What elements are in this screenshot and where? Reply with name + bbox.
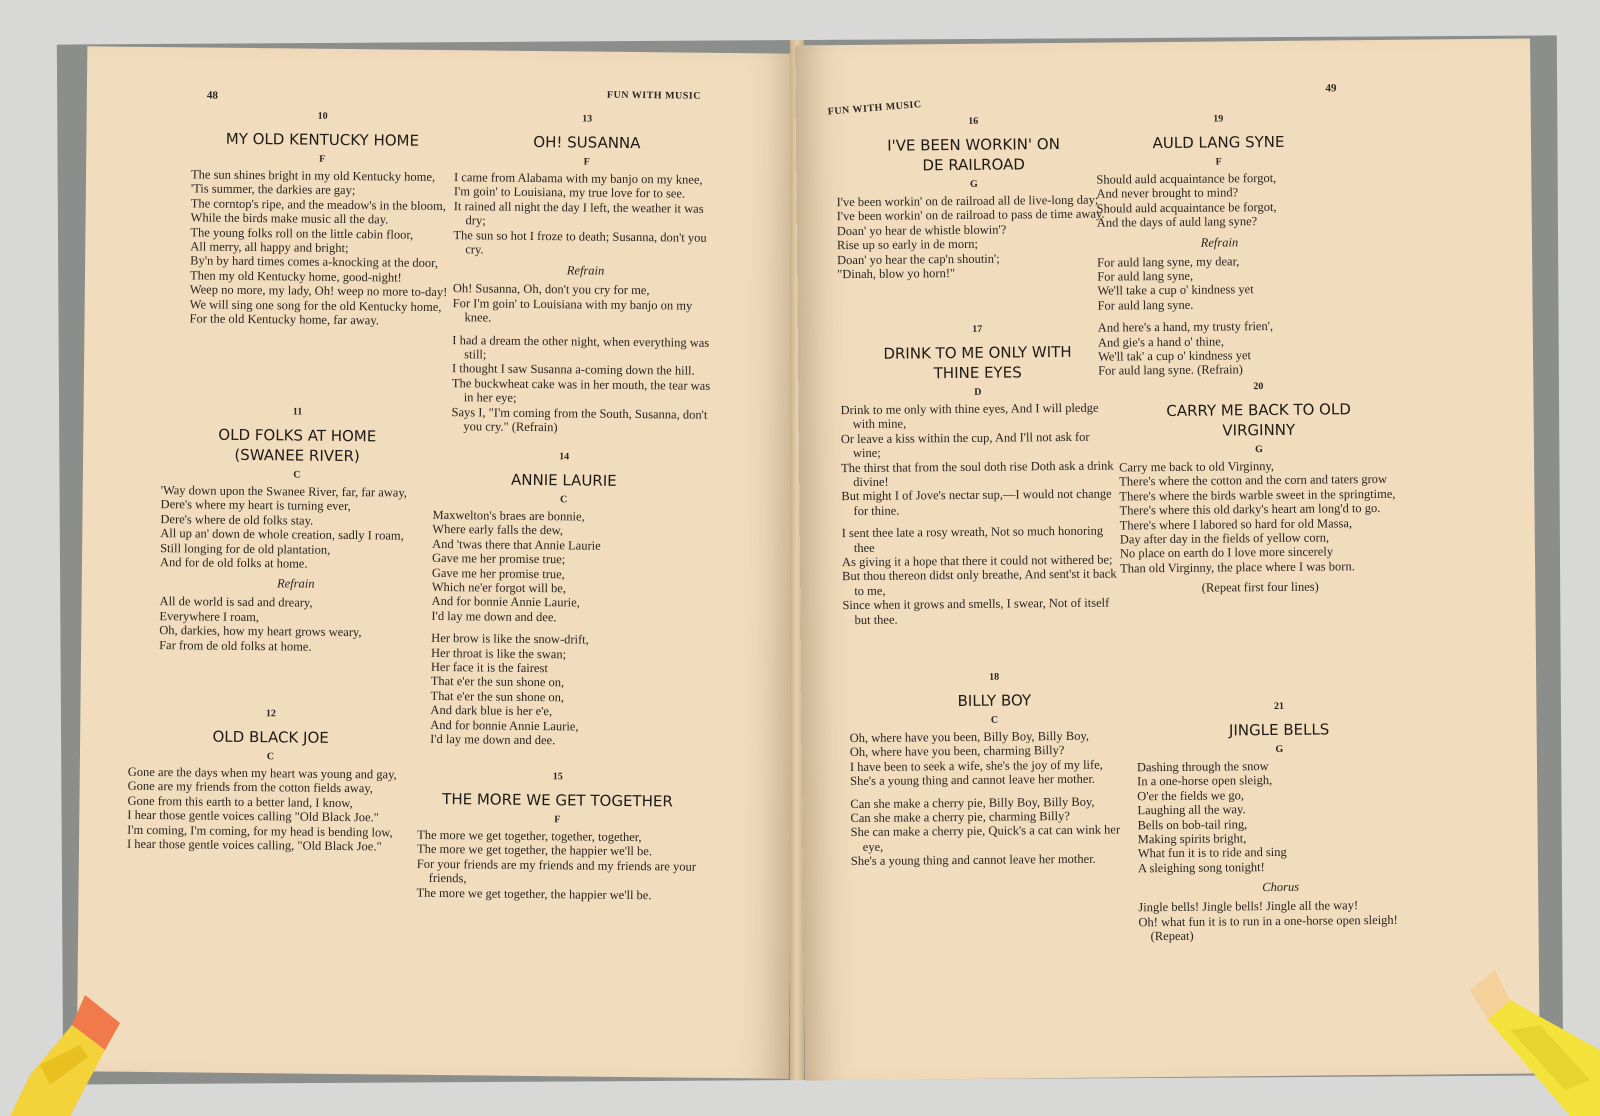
lyric-line: And 'twas there that Annie Laurie xyxy=(432,536,601,553)
lyric-line: For I'm goin' to Louisiana with my banjo on my knee. xyxy=(452,295,693,325)
lyric-line: Jingle bells! Jingle bells! Jingle all the way! xyxy=(1138,898,1359,915)
song-lines xyxy=(1119,458,1400,576)
refrain-label: Refrain xyxy=(1200,234,1239,250)
lyric-line: The buckwheat cake was in her mouth, the tear was in her eye; xyxy=(451,376,711,406)
lyric-line: The more we get together, the happier we'll be. xyxy=(416,885,652,902)
lyric-line: The thirst that from the soul doth rise Doth ask a drink divine! xyxy=(841,458,1114,490)
song-13 xyxy=(451,112,719,436)
song-19 xyxy=(1096,112,1344,378)
running-head: FUN WITH MUSIC xyxy=(606,89,702,102)
lyric-line: And never brought to mind? xyxy=(1096,185,1239,202)
lyric-line: Doan' yo hear de whistle blowin'? xyxy=(836,222,1007,238)
song-15 xyxy=(416,770,697,903)
song-key: G xyxy=(969,178,978,190)
lyric-line: There's where I labored so hard for old Massa, xyxy=(1119,515,1353,533)
song-lines xyxy=(431,508,694,626)
song-17 xyxy=(840,322,1118,627)
lyric-line: Oh! Susanna, Oh, don't you cry for me, xyxy=(452,281,650,298)
lyric-line: Which ne'er forgot will be, xyxy=(431,579,567,596)
song-key: C xyxy=(559,494,568,506)
lyric-line: The more we get together, the happier we'll be. xyxy=(416,842,653,859)
song-lines xyxy=(127,765,413,854)
song-title: OLD BLACK JOE xyxy=(212,727,329,747)
lyric-line: Rise up so early in de morn; xyxy=(836,237,978,253)
left-page xyxy=(77,46,800,1078)
lyric-line: "Dinah, blow yo horn!" xyxy=(837,266,956,282)
lyric-line: No place on earth do I love more sincerely xyxy=(1119,544,1334,561)
refrain-label: Refrain xyxy=(276,576,315,592)
lyric-line: 'Way down upon the Swanee River, far, far away, xyxy=(160,483,408,500)
lyric-line: Dere's where my heart is turning ever, xyxy=(160,497,351,514)
refrain-label: Chorus xyxy=(1262,880,1300,895)
lyric-line: All merry, all happy and bright; xyxy=(190,239,349,256)
song-number: 11 xyxy=(292,406,303,418)
lyric-line: Still longing for de old plantation, xyxy=(160,540,331,557)
lyric-line: Gave me her promise true; xyxy=(431,551,566,567)
lyric-line: I'm goin' to Louisiana, my true love for to see. xyxy=(453,184,686,201)
lyric-line: And dark blue is her e'e, xyxy=(430,703,553,719)
lyric-line: Doan' yo hear the cap'n shoutin'; xyxy=(837,251,1000,267)
song-number: 16 xyxy=(968,115,979,127)
song-lines-2 xyxy=(842,524,1118,627)
song-title: ANNIE LAURIE xyxy=(510,470,617,490)
song-10 xyxy=(189,109,453,328)
lyric-line: What fun it is to ride and sing xyxy=(1137,845,1287,861)
song-number: 14 xyxy=(559,451,570,463)
lyric-line: And for de old folks at home. xyxy=(159,555,308,571)
refrain-lines xyxy=(159,595,432,655)
song-20 xyxy=(1118,380,1400,601)
lyric-line: A sleighing song tonight! xyxy=(1137,859,1265,876)
song-title: I'VE BEEN WORKIN' ON DE RAILROAD xyxy=(887,135,1060,175)
song-title: DRINK TO ME ONLY WITH THINE EYES xyxy=(883,342,1072,383)
song-lines-2 xyxy=(430,631,693,749)
song-lines xyxy=(453,170,719,259)
song-number: 19 xyxy=(1213,113,1224,125)
lyric-line: But thou thereon didst only breathe, And sent'st it back to me, xyxy=(842,566,1117,598)
lyric-line: Far from de old folks at home. xyxy=(159,637,312,654)
lyric-line: And the days of auld lang syne? xyxy=(1096,214,1258,230)
song-title: AULD LANG SYNE xyxy=(1152,132,1285,153)
lyric-line: Her throat is like the swan; xyxy=(430,645,567,662)
song-number: 12 xyxy=(265,708,276,720)
lyric-line: I sent thee late a rosy wreath, Not so much honoring thee xyxy=(841,523,1104,555)
song-key: F xyxy=(319,153,326,165)
lyric-line: And for bonnie Annie Laurie, xyxy=(431,594,580,610)
lyric-line: Her brow is like the snow-drift, xyxy=(431,631,589,647)
lyric-line: That e'er the sun shone on, xyxy=(430,688,565,705)
lyric-line: Day after day in the fields of yellow corn, xyxy=(1119,530,1330,547)
song-number: 20 xyxy=(1253,381,1264,393)
lyric-line: Oh, where have you been, charming Billy? xyxy=(849,743,1065,760)
lyric-line: The young folks roll on the little cabin floor, xyxy=(190,225,414,242)
lyric-line: But might I of Jove's nectar sup,—I would not change for thine. xyxy=(841,486,1112,518)
lyric-line: The sun shines bright in my old Kentucky home, xyxy=(190,167,436,184)
lyric-line: As giving it a hope that there it could not withered be; xyxy=(841,552,1113,570)
song-16 xyxy=(836,115,1113,282)
lyric-line: There's where the birds warble sweet in the springtime, xyxy=(1119,486,1396,504)
lyric-line: Or leave a kiss within the cup, And I'll not ask for wine; xyxy=(840,429,1090,461)
lyric-line: We'll take a cup o' kindness yet xyxy=(1097,282,1254,299)
lyric-line: Than old Virginny, the place where I was born. xyxy=(1120,559,1355,576)
song-key: C xyxy=(990,714,999,726)
lyric-line: That e'er the sun shone on, xyxy=(430,674,565,690)
song-number: 18 xyxy=(989,671,1000,683)
lyric-line: Maxwelton's braes are bonnie, xyxy=(432,507,585,524)
song-title: THE MORE WE GET TOGETHER xyxy=(442,790,673,811)
song-lines xyxy=(1137,758,1423,876)
lyric-line: Gone are the days when my heart was young and gay, xyxy=(127,764,397,782)
lyric-line: While the birds make music all the day. xyxy=(190,210,389,227)
song-number: 21 xyxy=(1273,700,1284,712)
lyric-line: Gave me her promise true, xyxy=(431,565,565,581)
lyric-line: We'll tak' a cup o' kindness yet xyxy=(1097,348,1252,364)
lyric-line: Everywhere I roam, xyxy=(159,608,260,624)
lyric-line: By'n by hard times comes a-knocking at the door, xyxy=(190,253,439,271)
lyric-line: Can she make a cherry pie, charming Billy? xyxy=(850,808,1070,826)
song-title: JINGLE BELLS xyxy=(1228,720,1330,740)
song-12 xyxy=(127,707,413,854)
song-lines xyxy=(1096,170,1342,230)
lyric-line: Since when it grows and smells, I swear, Not of itself but thee. xyxy=(842,595,1110,627)
lyric-line: All up an' down de whole creation, sadly I roam, xyxy=(160,526,404,543)
song-number: 10 xyxy=(317,110,328,122)
song-key: F xyxy=(554,814,561,826)
lyric-line: She's a young thing and cannot leave her mother. xyxy=(850,771,1096,789)
refrain-label: Refrain xyxy=(566,263,605,279)
lyric-line: Should auld acquaintance be forgot, xyxy=(1096,170,1277,187)
song-lines xyxy=(850,728,1141,788)
song-key: F xyxy=(583,156,590,168)
song-number: 13 xyxy=(582,113,593,125)
right-page xyxy=(795,38,1540,1080)
lyric-line: Making spirits bright, xyxy=(1137,831,1247,847)
lyric-line: The sun so hot I froze to death; Susanna, don't you cry. xyxy=(453,227,707,257)
lyric-line: There's where the cotton and the corn and taters grow xyxy=(1119,472,1388,489)
song-21 xyxy=(1136,700,1423,944)
song-lines-2 xyxy=(850,794,1141,869)
lyric-line: Bells on bob-tail ring, xyxy=(1137,816,1248,832)
lyric-line: And for bonnie Annie Laurie, xyxy=(430,717,579,734)
lyric-line: Her face it is the fairest xyxy=(430,659,548,676)
lyric-line: Oh, darkies, how my heart grows weary, xyxy=(159,623,362,640)
lyric-line: I had a dream the other night, when everything was still; xyxy=(452,332,710,362)
song-key: G xyxy=(1275,743,1284,755)
lyric-line: 'Tis summer, the darkies are gay; xyxy=(190,181,356,198)
lyric-line: For auld lang syne. (Refrain) xyxy=(1098,362,1244,379)
lyric-line: I'm coming, I'm coming, for my head is bending low, xyxy=(127,822,393,840)
lyric-line: O'er the fields we go, xyxy=(1137,788,1245,804)
lyric-line: I hear those gentle voices calling, "Old Black Joe." xyxy=(126,836,382,854)
lyric-line: We will sing one song for the old Kentucky home, xyxy=(189,297,442,314)
song-lines xyxy=(840,400,1116,518)
lyric-line: Says I, "I'm coming from the South, Susanna, don't you cry." (Refrain) xyxy=(451,404,708,435)
song-key: F xyxy=(1215,156,1222,168)
lyric-line: Gone from this earth to a better land, I know, xyxy=(127,793,353,810)
lyric-line: For auld lang syne, my dear, xyxy=(1097,253,1240,270)
lyric-line: She's a young thing and cannot leave her mother. xyxy=(850,851,1096,869)
song-lines-2 xyxy=(1098,319,1344,379)
song-title: BILLY BOY xyxy=(957,691,1032,711)
song-title: MY OLD KENTUCKY HOME xyxy=(225,129,420,150)
lyric-line: The corntop's ripe, and the meadow's in the bloom, xyxy=(190,196,446,213)
song-key: G xyxy=(1255,444,1263,456)
song-key: C xyxy=(266,751,275,763)
song-lines xyxy=(836,193,1112,282)
lyric-line: And here's a hand, my trusty frien', xyxy=(1097,319,1274,335)
lyric-line: For the old Kentucky home, far away. xyxy=(189,311,380,328)
song-key: C xyxy=(293,469,301,481)
repeat-note: (Repeat first four lines) xyxy=(1201,579,1319,595)
lyric-line: And gie's a hand o' thine, xyxy=(1097,334,1224,350)
lyric-line: Carry me back to old Virginny, xyxy=(1119,458,1275,475)
lyric-line: Dashing through the snow xyxy=(1136,759,1269,775)
lyric-line: Oh, where have you been, Billy Boy, Billy Boy, xyxy=(849,728,1090,746)
lyric-line: Gone are my friends from the cotton fields away, xyxy=(127,779,373,796)
song-18 xyxy=(849,670,1141,868)
lyric-line: Drink to me only with thine eyes, And I will pledge with mine, xyxy=(840,400,1099,432)
song-lines xyxy=(160,483,433,572)
lyric-line: Oh! what fun it is to run in a one-horse open sleigh! (Repeat) xyxy=(1138,912,1398,944)
page-number: 48 xyxy=(206,89,218,102)
song-title: OH! SUSANNA xyxy=(533,132,641,153)
song-lines-2 xyxy=(451,333,717,437)
page-number: 49 xyxy=(1325,82,1337,95)
lyric-line: It rained all night the day I left, the weather it was dry; xyxy=(453,198,704,228)
song-number: 15 xyxy=(552,771,563,783)
lyric-line: All de world is sad and dreary, xyxy=(159,594,313,611)
lyric-line: For auld lang syne, xyxy=(1097,268,1194,284)
lyric-line: The more we get together, together, together, xyxy=(417,827,642,845)
lyric-line: She can make a cherry pie, Quick's a cat can wink her eye, xyxy=(850,822,1121,854)
song-11 xyxy=(159,405,434,655)
right-page-clip xyxy=(1470,970,1600,1116)
lyric-line: For auld lang syne. xyxy=(1097,297,1194,313)
song-number: 17 xyxy=(972,323,983,335)
left-page-clip xyxy=(10,995,120,1116)
lyric-line: Then my old Kentucky home, good-night! xyxy=(189,268,402,285)
lyric-line: Where early falls the dew, xyxy=(432,522,564,538)
lyric-line: I'd lay me down and dee. xyxy=(430,732,556,748)
song-14 xyxy=(430,450,695,749)
lyric-line: Can she make a cherry pie, Billy Boy, Billy Boy, xyxy=(850,794,1095,811)
lyric-line: Laughing all the way. xyxy=(1137,802,1246,818)
lyric-line: In a one-horse open sleigh, xyxy=(1137,773,1273,789)
song-key: D xyxy=(974,386,982,398)
lyric-line: Should auld acquaintance be forgot, xyxy=(1096,199,1277,216)
lyric-line: I came from Alabama with my banjo on my knee, xyxy=(453,170,703,187)
lyric-line: Dere's where de old folks stay. xyxy=(160,511,314,528)
song-lines xyxy=(416,828,697,903)
running-head: FUN WITH MUSIC xyxy=(827,99,922,118)
lyric-line: For your friends are my friends and my friends are your friends, xyxy=(416,856,696,886)
song-title: OLD FOLKS AT HOME (SWANEE RIVER) xyxy=(218,425,377,466)
lyric-line: I hear those gentle voices calling "Old Black Joe." xyxy=(127,807,379,825)
lyric-line: I've been workin' on de railroad all de live-long day; xyxy=(836,192,1099,210)
lyric-line: I have been to seek a wife, she's the joy of my life, xyxy=(849,757,1103,774)
refrain-lines xyxy=(1138,898,1423,944)
lyric-line: I'd lay me down and dee. xyxy=(431,608,557,625)
lyric-line: Weep no more, my lady, Oh! weep no more to-day! xyxy=(189,282,448,300)
song-lines xyxy=(189,167,453,328)
refrain-lines xyxy=(1097,253,1343,313)
song-title: CARRY ME BACK TO OLD VIRGINNY xyxy=(1166,400,1351,440)
lyric-line: I've been workin' on de railroad to pass de time away. xyxy=(836,206,1105,224)
lyric-line: I thought I saw Susanna a-coming down the hill. xyxy=(451,361,695,379)
refrain-lines xyxy=(452,282,717,328)
lyric-line: There's where this old darky's heart am long'd to go. xyxy=(1119,501,1381,518)
